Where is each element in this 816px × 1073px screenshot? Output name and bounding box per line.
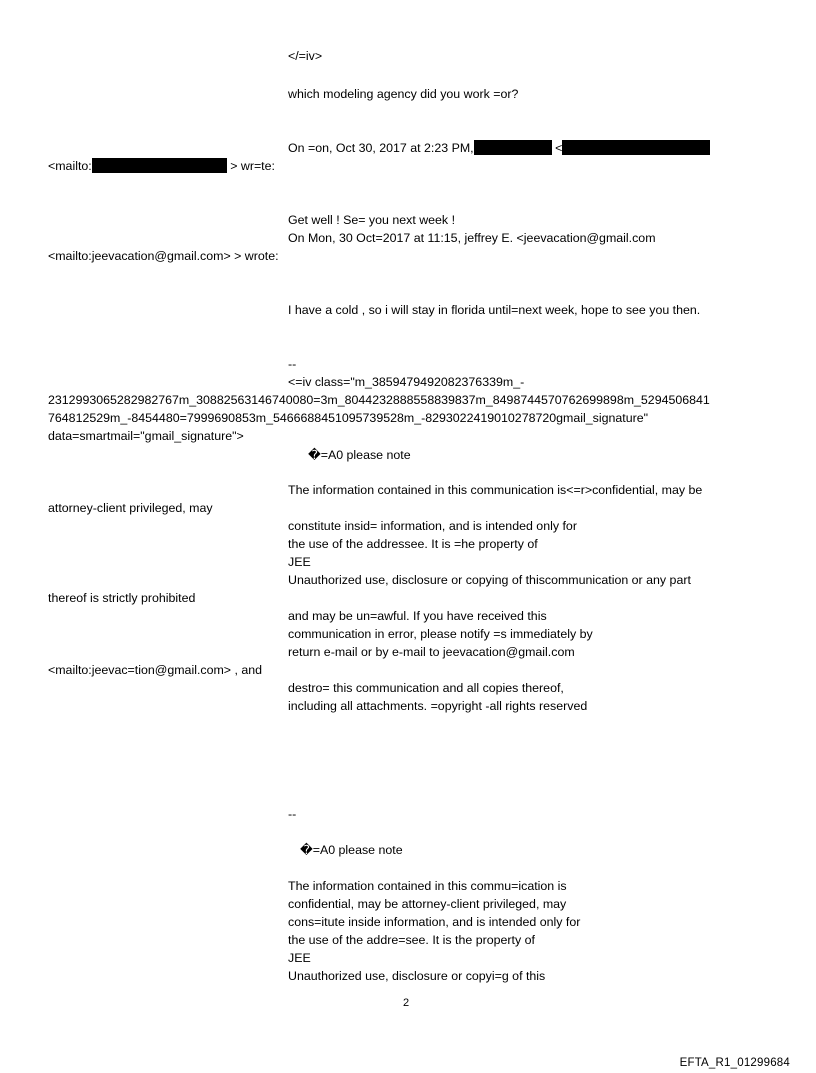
page-number: 2	[403, 997, 410, 1009]
text-line: destro= this communication and all copies thereof,	[288, 681, 564, 695]
text-line: The information contained in this commu=ication is	[288, 879, 567, 893]
text-line: cons=itute inside information, and is intended only for	[288, 915, 581, 929]
text-line: --	[288, 807, 297, 821]
text-line: On Mon, 30 Oct=2017 at 11:15, jeffrey E. <jeevacation@gmail.com	[288, 231, 656, 245]
text-line: constitute insid= information, and is intended only for	[288, 519, 577, 533]
text-line: the use of the addressee. It is =he property of	[288, 537, 538, 551]
text-line: Unauthorized use, disclosure or copyi=g of this	[288, 969, 546, 983]
text-segment: <mailto:	[48, 159, 92, 173]
text-line: 764812529m_-8454480=7999690853m_5466688451095739528m_-8293022419010278720gmail_signature"	[48, 411, 649, 425]
text-line: �=A0 please note	[308, 448, 411, 462]
text-line: <=iv class="m_3859479492082376339m_-	[288, 375, 525, 389]
redaction-bar	[474, 140, 552, 155]
text-segment: On =on, Oct 30, 2017 at 2:23 PM,	[288, 141, 474, 155]
text-line: �=A0 please note	[300, 843, 403, 857]
text-line: JEE	[288, 951, 311, 965]
text-line	[48, 157, 275, 175]
text-line: I have a cold , so i will stay in florida until=next week, hope to see you then.	[288, 303, 701, 317]
text-line: </=iv>	[288, 49, 323, 63]
text-line: <mailto:jeevac=tion@gmail.com> , and	[48, 663, 263, 677]
redaction-bar	[562, 140, 710, 155]
text-line	[288, 139, 710, 157]
text-line: 2312993065282982767m_30882563146740080=3m_8044232888558839837m_8498744570762699898m_5294506841	[48, 393, 710, 407]
text-segment: <	[555, 141, 563, 155]
text-line: communication in error, please notify =s immediately by	[288, 627, 593, 641]
text-line: JEE	[288, 555, 311, 569]
text-line: thereof is strictly prohibited	[48, 591, 196, 605]
text-line: including all attachments. =opyright -all rights reserved	[288, 699, 588, 713]
text-line: The information contained in this communication is<=r>confidential, may be	[288, 483, 703, 497]
text-line: which modeling agency did you work =or?	[288, 87, 519, 101]
text-line: <mailto:jeevacation@gmail.com> > wrote:	[48, 249, 279, 263]
text-line: the use of the addre=see. It is the property of	[288, 933, 535, 947]
text-line: data=smartmail="gmail_signature">	[48, 429, 244, 443]
text-line: confidential, may be attorney-client privileged, may	[288, 897, 567, 911]
document-id-footer: EFTA_R1_01299684	[679, 1057, 790, 1069]
text-line: Unauthorized use, disclosure or copying of thiscommunication or any part	[288, 573, 691, 587]
text-segment: > wr=te:	[230, 159, 275, 173]
redaction-bar	[92, 158, 227, 173]
text-line: attorney-client privileged, may	[48, 501, 213, 515]
text-line: Get well ! Se= you next week !	[288, 213, 456, 227]
text-line: --	[288, 357, 297, 371]
text-line: return e-mail or by e-mail to jeevacation@gmail.com	[288, 645, 575, 659]
text-line: and may be un=awful. If you have received this	[288, 609, 547, 623]
